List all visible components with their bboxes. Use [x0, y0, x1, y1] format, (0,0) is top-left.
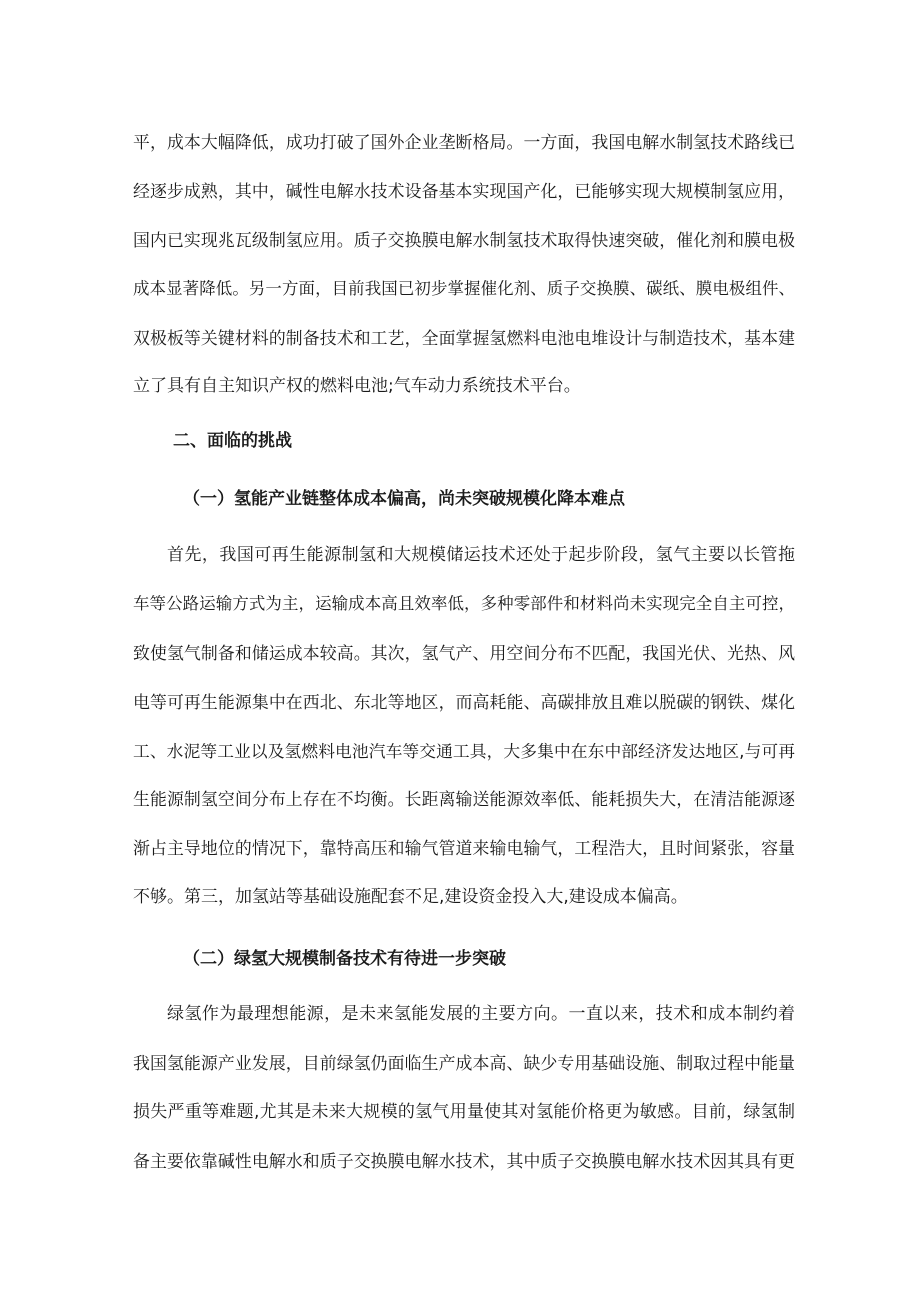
paragraph-1-line-5: 双极板等关键材料的制备技术和工艺，全面掌握氢燃料电池电堆设计与制造技术，基本建 [133, 327, 795, 348]
paragraph-1 [133, 118, 795, 411]
paragraph-1-line-1: 平，成本大幅降低，成功打破了国外企业垄断格局。一方面，我国电解水制氢技术路线已 [133, 132, 795, 152]
paragraph-3 [133, 990, 795, 1186]
paragraph-2-line-4: 电等可再生能源集中在西北、东北等地区，而高耗能、高碳排放且难以脱碳的钢铁、煤化 [133, 691, 795, 712]
paragraph-1-line-3: 国内已实现兆瓦级制氢应用。质子交换膜电解水制氢技术取得快速突破，催化剂和膜电极 [133, 229, 795, 250]
subheading-2: （二）绿氢大规模制备技术有待进一步突破 [183, 949, 506, 969]
paragraph-1-line-4: 成本显著降低。另一方面，目前我国已初步掌握催化剂、质子交换膜、碳纸、膜电极组件、 [133, 278, 795, 298]
subheading-1: （一）氢能产业链整体成本偏高，尚未突破规模化降本难点 [183, 489, 625, 509]
paragraph-2-line-8: 不够。第三，加氢站等基础设施配套不足,建设资金投入大,建设成本偏高。 [133, 887, 688, 908]
paragraph-2-line-5: 工、水泥等工业以及氢燃料电池汽车等交通工具，大多集中在东中部经济发达地区,与可再 [133, 740, 795, 761]
paragraph-2-line-3: 致使氢气制备和储运成本较高。其次，氢气产、用空间分布不匹配，我国光伏、光热、风 [133, 642, 795, 663]
paragraph-1-line-2: 经逐步成熟，其中，碱性电解水技术设备基本实现国产化，已能够实现大规模制氢应用， [133, 180, 795, 201]
paragraph-1-line-6: 立了具有自主知识产权的燃料电池;气车动力系统技术平台。 [133, 376, 581, 397]
paragraph-2-line-1: 首先，我国可再生能源制氢和大规模储运技术还处于起步阶段，氢气主要以长管拖 [167, 545, 795, 565]
paragraph-2-line-2: 车等公路运输方式为主，运输成本高且效率低，多种零部件和材料尚未实现完全自主可控， [133, 593, 795, 613]
section-heading: 二、面临的挑战 [173, 431, 292, 451]
paragraph-2-line-7: 渐占主导地位的情况下，靠特高压和输气管道来输电输气，工程浩大，且时间紧张，容量 [133, 838, 795, 859]
paragraph-3-line-4: 备主要依靠碱性电解水和质子交换膜电解水技术，其中质子交换膜电解水技术因其具有更 [133, 1150, 795, 1171]
paragraph-2 [133, 531, 795, 922]
paragraph-2-line-6: 生能源制氢空间分布上存在不均衡。长距离输送能源效率低、能耗损失大，在清洁能源逐 [133, 789, 795, 810]
paragraph-3-line-3: 损失严重等难题,尤其是未来大规模的氢气用量使其对氢能价格更为敏感。目前，绿氢制 [133, 1101, 795, 1122]
paragraph-3-line-1: 绿氢作为最理想能源，是未来氢能发展的主要方向。一直以来，技术和成本制约着 [167, 1004, 795, 1024]
paragraph-3-line-2: 我国氢能源产业发展，目前绿氢仍面临生产成本高、缺少专用基础设施、制取过程中能量 [133, 1052, 795, 1073]
